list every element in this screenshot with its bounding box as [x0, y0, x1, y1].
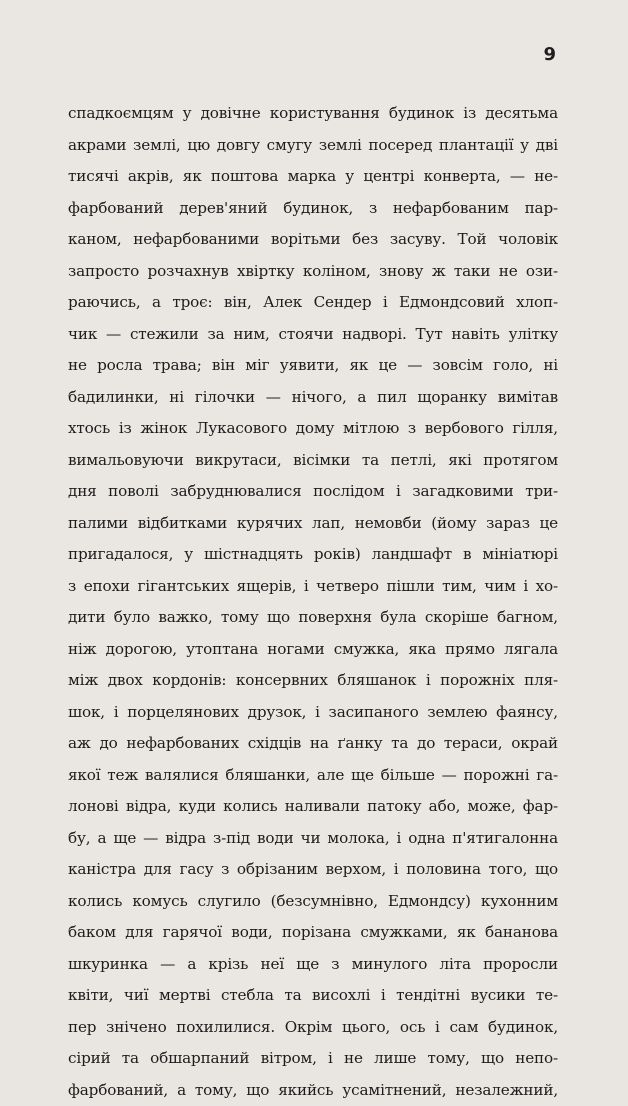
text-line: аж до нефарбованих східців на ґанку та до тераси, окрай [68, 728, 558, 760]
text-line: колись комусь слугило (безсумнівно, Едмондсу) кухонним [68, 886, 558, 918]
text-line: якої теж валялися бляшанки, але ще більше — порожні га- [68, 760, 558, 792]
text-line: сірий та обшарпаний вітром, і не лише тому, що непо- [68, 1043, 558, 1075]
text-line: пригадалося, у шістнадцять років) ландшафт в мініатюрі [68, 539, 558, 571]
text-line: шок, і порцелянових друзок, і засипаного землею фаянсу, [68, 697, 558, 729]
text-line: каном, нефарбованими ворітьми без засуву. Той чоловік [68, 224, 558, 256]
text-line: каністра для гасу з обрізаним верхом, і половина того, що [68, 854, 558, 886]
text-line: дня поволі забруднювалися послідом і загадковими три- [68, 476, 558, 508]
text-line: тисячі акрів, як поштова марка у центрі конверта, — не- [68, 161, 558, 193]
text-line: з епохи гігантських ящерів, і четверо пішли тим, чим і хо- [68, 571, 558, 603]
text-line: палими відбитками курячих лап, немовби (йому зараз це [68, 508, 558, 540]
text-line: шкуринка — а крізь неї ще з минулого літа проросли [68, 949, 558, 981]
body-text [68, 98, 558, 1106]
text-line: не росла трава; він міг уявити, як це — зовсім голо, ні [68, 350, 558, 382]
text-line: спадкоємцям у довічне користування будинок із десятьма [68, 98, 558, 130]
text-line: раючись, а троє: він, Алек Сендер і Едмондсовий хлоп- [68, 287, 558, 319]
text-line: вимальовуючи викрутаси, вісімки та петлі, які протягом [68, 445, 558, 477]
text-line: фарбований, а тому, що якийсь усамітнений, незалежний, [68, 1075, 558, 1106]
text-line: чик — стежили за ним, стоячи надворі. Тут навіть улітку [68, 319, 558, 351]
text-line: між двох кордонів: консервних бляшанок і порожніх пля- [68, 665, 558, 697]
text-line: бадилинки, ні гілочки — нічого, а пил щоранку вимітав [68, 382, 558, 414]
text-line: акрами землі, цю довгу смугу землі посеред плантації у дві [68, 130, 558, 162]
text-line: баком для гарячої води, порізана смужками, як бананова [68, 917, 558, 949]
text-line: дити було важко, тому що поверхня була скоріше багном, [68, 602, 558, 634]
text-line: бу, а ще — відра з-під води чи молока, і одна п'ятигалонна [68, 823, 558, 855]
text-line: лонові відра, куди колись наливали патоку або, може, фар- [68, 791, 558, 823]
text-line: запросто розчахнув хвіртку коліном, знову ж таки не ози- [68, 256, 558, 288]
text-line: хтось із жінок Лукасового дому мітлою з вербового гілля, [68, 413, 558, 445]
page-number: 9 [543, 44, 556, 65]
text-line: пер знічено похилилися. Окрім цього, ось і сам будинок, [68, 1012, 558, 1044]
text-line: фарбований дерев'яний будинок, з нефарбованим пар- [68, 193, 558, 225]
text-line: квіти, чиї мертві стебла та висохлі і тендітні вусики те- [68, 980, 558, 1012]
text-line: ніж дорогою, утоптана ногами смужка, яка прямо лягала [68, 634, 558, 666]
